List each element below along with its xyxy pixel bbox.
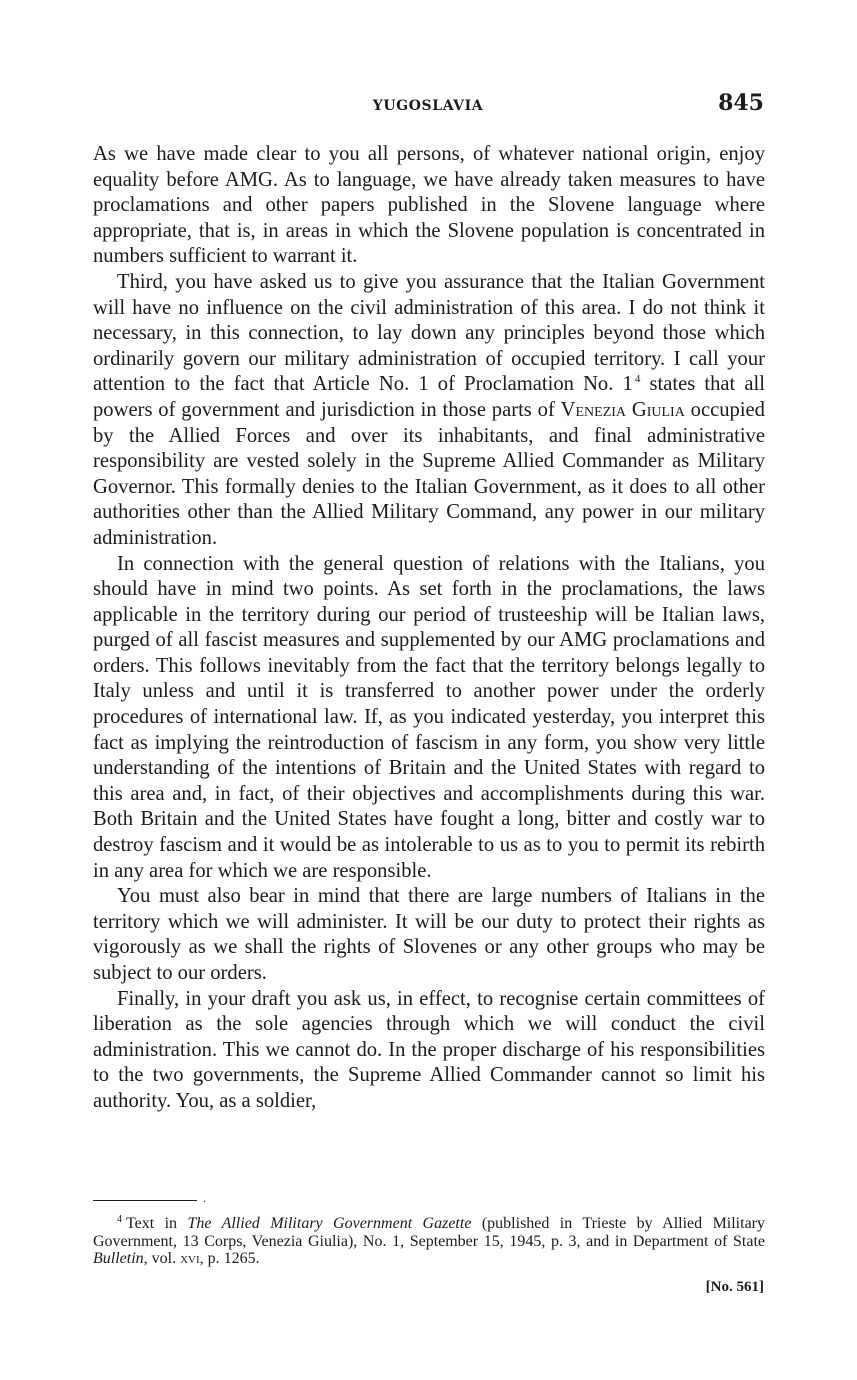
footnote-text-a: Text in: [126, 1215, 188, 1232]
footnote-text-b: (published in Trieste by Allied Military Government, 13 Corps, Venezia Giulia), No. 1, September 15, 1945, p. 3, and in Department of State: [93, 1215, 766, 1250]
footnote-divider-dot: .: [203, 1194, 207, 1205]
footnote-divider: [93, 1200, 197, 1201]
paragraph-2-part-b: states that all powers of government and jurisdiction in those parts of: [93, 373, 765, 421]
page-number: 845: [718, 90, 764, 116]
footnote-marker: 4: [117, 1214, 122, 1225]
footnote-gazette-title: The Allied Military Government Gazette: [187, 1215, 472, 1232]
paragraph-2-part-a: Third, you have asked us to give you assurance that the Italian Government will have no influence on the civil administration of this area. I do not think it necessary, in this connection, to lay down any principles beyond those which ordinarily govern our military administration of occupied territory. I call your attention to the fact that Article No. 1 of Proclamation No. 1: [93, 270, 765, 396]
running-head: [92, 88, 764, 124]
paragraph-4: You must also bear in mind that there are large numbers of Italians in the territory which we will administer. It will be our duty to protect their rights as vigorously as we shall the rights of Slovenes or any other groups who may be subject to our orders.: [93, 885, 765, 984]
footnote: [93, 1215, 765, 1268]
running-title: YUGOSLAVIA: [372, 98, 484, 114]
body-text: [93, 142, 765, 1115]
document-number: [No. 561]: [705, 1279, 764, 1295]
footnote-bulletin-title: Bulletin: [93, 1250, 144, 1267]
paragraph-2: [93, 270, 765, 552]
paragraph-1: As we have made clear to you all persons, of whatever national origin, enjoy equality before AMG. As to language, we have already taken measures to have proclamations and other papers published in the Slovene language where appropriate, that is, in areas in which the Slovene population is concentrated in numbers sufficient to warrant it.: [93, 143, 765, 268]
footnote-volume: xvi: [180, 1250, 200, 1267]
footnote-reference[interactable]: 4: [634, 373, 641, 386]
paragraph-2-part-c: occupied by the Allied Forces and over its inhabitants, and final administrative responsibility are vested solely in the Supreme Allied Commander as Military Governor. This formally denies to the Italian Government, as it does to all other authorities other than the Allied Military Command, any power in our military administration.: [93, 398, 765, 549]
paragraph-3: In connection with the general question of relations with the Italians, you should have in mind two points. As set forth in the proclamations, the laws applicable in the territory during our period of trusteeship will be Italian laws, purged of all fascist measures and supplemented by our AMG proclamations and orders. This follows inevitably from the fact that the territory belongs legally to Italy unless and until it is transferred to another power under the orderly procedures of international law. If, as you indicated yesterday, you interpret this fact as implying the reintroduction of fascism in any form, you show very little understanding of the intentions of Britain and the United States with regard to this area and, in fact, of their objectives and accomplishments during this war. Both Britain and the United States have fought a long, bitter and costly war to destroy fascism and it would be as intolerable to us as to you to permit its rebirth in any area for which we are responsible.: [93, 552, 765, 882]
paragraph-5: Finally, in your draft you ask us, in effect, to recognise certain committees of liberation as the sole agencies through which we will conduct the civil administration. This we cannot do. In the proper discharge of his responsibilities to the two governments, the Supreme Allied Commander cannot so limit his authority. You, as a soldier,: [93, 987, 765, 1112]
place-name-venezia-giulia: Venezia Giulia: [560, 398, 685, 421]
footnote-text-d: , p. 1265.: [199, 1250, 260, 1267]
footnote-text-c: , vol.: [143, 1250, 181, 1267]
